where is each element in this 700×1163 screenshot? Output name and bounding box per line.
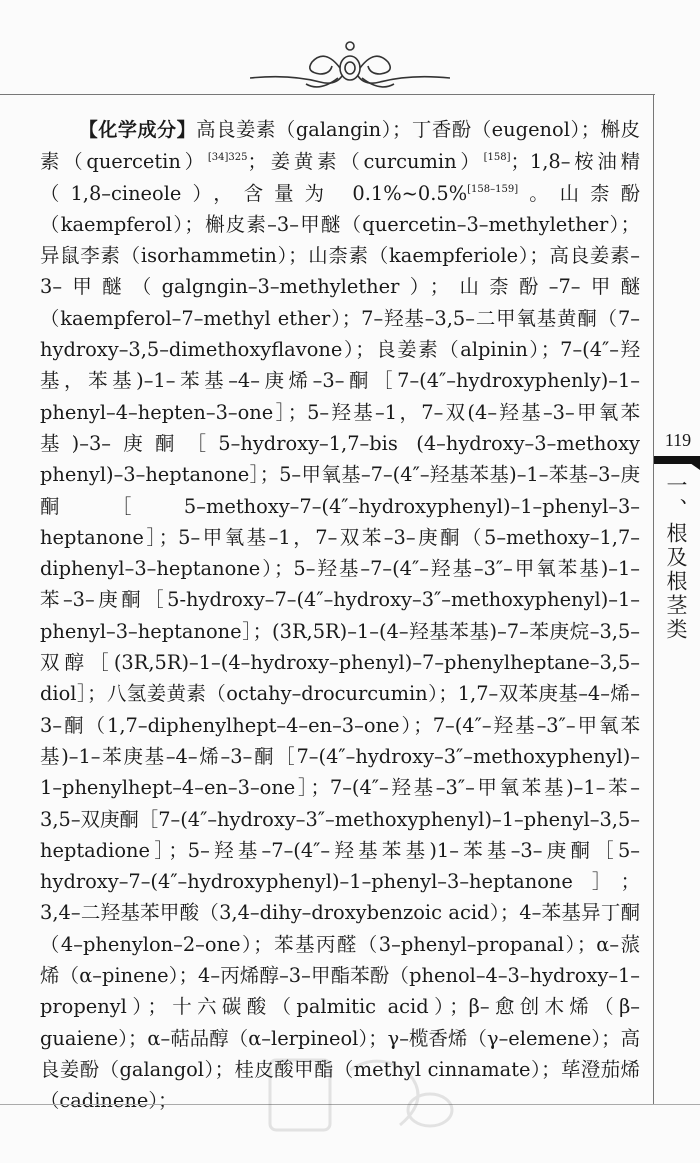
citation: [158–159] xyxy=(467,183,519,195)
side-rule xyxy=(653,94,654,1104)
top-rule xyxy=(0,94,655,95)
section-heading: 【化学成分】 xyxy=(78,119,197,141)
decorative-ornament xyxy=(250,38,450,93)
chapter-title: 一、根及根茎类 xyxy=(664,474,688,642)
text-segment: 高良姜素（galangin）；丁香酚（eugenol）；槲皮素（quercetin） xyxy=(40,118,640,174)
chemical-composition-paragraph xyxy=(40,114,640,1117)
text-segment: ；姜黄素（curcumin） xyxy=(247,150,484,174)
text-segment: 。山柰酚（kaempferol）；槲皮素–3–甲醚（quercetin–3–methylether）；异鼠李素（isorhammetin）；山柰素（kaempferiole）；高良姜素–3–甲醚（galgngin–3–methylether）；山柰酚–7–甲醚（kaempferol–7–methyl ether）；7–羟基–3,5–二甲氧基黄酮（7–hydroxy–3,5–dimethoxyflavone）；良姜素（alpinin）；7–(4″–羟基，苯基)–1–苯基–4–庚烯–3–酮［7–(4″–hydroxyphenly)–1–phenyl–4–hepten–3–one］；5–羟基–1，7–双(4–羟基–3–甲氧苯基)–3–庚酮［5–hydroxy–1,7–bis (4–hydroxy–3–methoxy phenyl)–3–heptanone］；5–甲氧基–7–(4″–羟基苯基)–1–苯基–3–庚酮［5–methoxy–7–(4″–hydroxyphenyl)–1–phenyl–3–heptanone］；5–甲氧基–1，7–双苯–3–庚酮（5–methoxy–1,7–diphenyl–3–heptanone）；5–羟基–7–(4″–羟基–3″–甲氧苯基)–1–苯–3–庚酮［5-hydroxy–7–(4″–hydroxy–3″–methoxyphenyl)–1–phenyl–3–heptanone］；(3R,5R)–1–(4–羟基苯基)–7–苯庚烷–3,5–双醇［(3R,5R)–1–(4–hydroxy–phenyl)–7–phenylheptane–3,5–diol］；八氢姜黄素（octahy–drocurcumin）；1,7–双苯庚基–4–烯–3–酮（1,7–diphenylhept–4–en–3–one）；7–(4″–羟基–3″–甲氧苯基)–1–苯庚基–4–烯–3–酮［7–(4″–hydroxy–3″–methoxyphenyl)–1–phenylhept–4–en–3–one］；7–(4″–羟基–3″–甲氧苯基)–1–苯–3,5–双庚酮［7–(4″–hydroxy–3″–methoxyphenyl)–1–phenyl–3,5–heptadione］；5–羟基–7–(4″–羟基苯基)1–苯基–3–庚酮［5–hydroxy–7–(4″–hydroxyphenyl)–1–phenyl–3–heptanone］；3,4–二羟基苯甲酸（3,4–dihy–droxybenzoic acid）；4–苯基异丁酮（4–phenylon–2–one）；苯基丙醛（3–phenyl–propanal）；α–蒎烯（α–pinene）；4–丙烯醇–3–甲酯苯酚（phenol–4–3–hydroxy–1–propenyl）；十六碳酸（palmitic acid）；β–愈创木烯（β–guaiene）；α–萜品醇（α–lerpineol）；γ–榄香烯（γ–elemene）；高良姜酚（galangol）；桂皮酸甲酯（methyl cinnamate）；荜澄茄烯（cadinene）； xyxy=(40,181,640,1113)
citation: [158] xyxy=(483,152,511,164)
page-number: 119 xyxy=(664,430,692,450)
chapter-tab-slant xyxy=(680,456,700,470)
watermark xyxy=(260,1040,460,1140)
text-segment: ；1,8–桉油精（1,8–cineole），含量为 0.1%~0.5% xyxy=(40,150,640,205)
citation: [34]325 xyxy=(207,152,248,164)
